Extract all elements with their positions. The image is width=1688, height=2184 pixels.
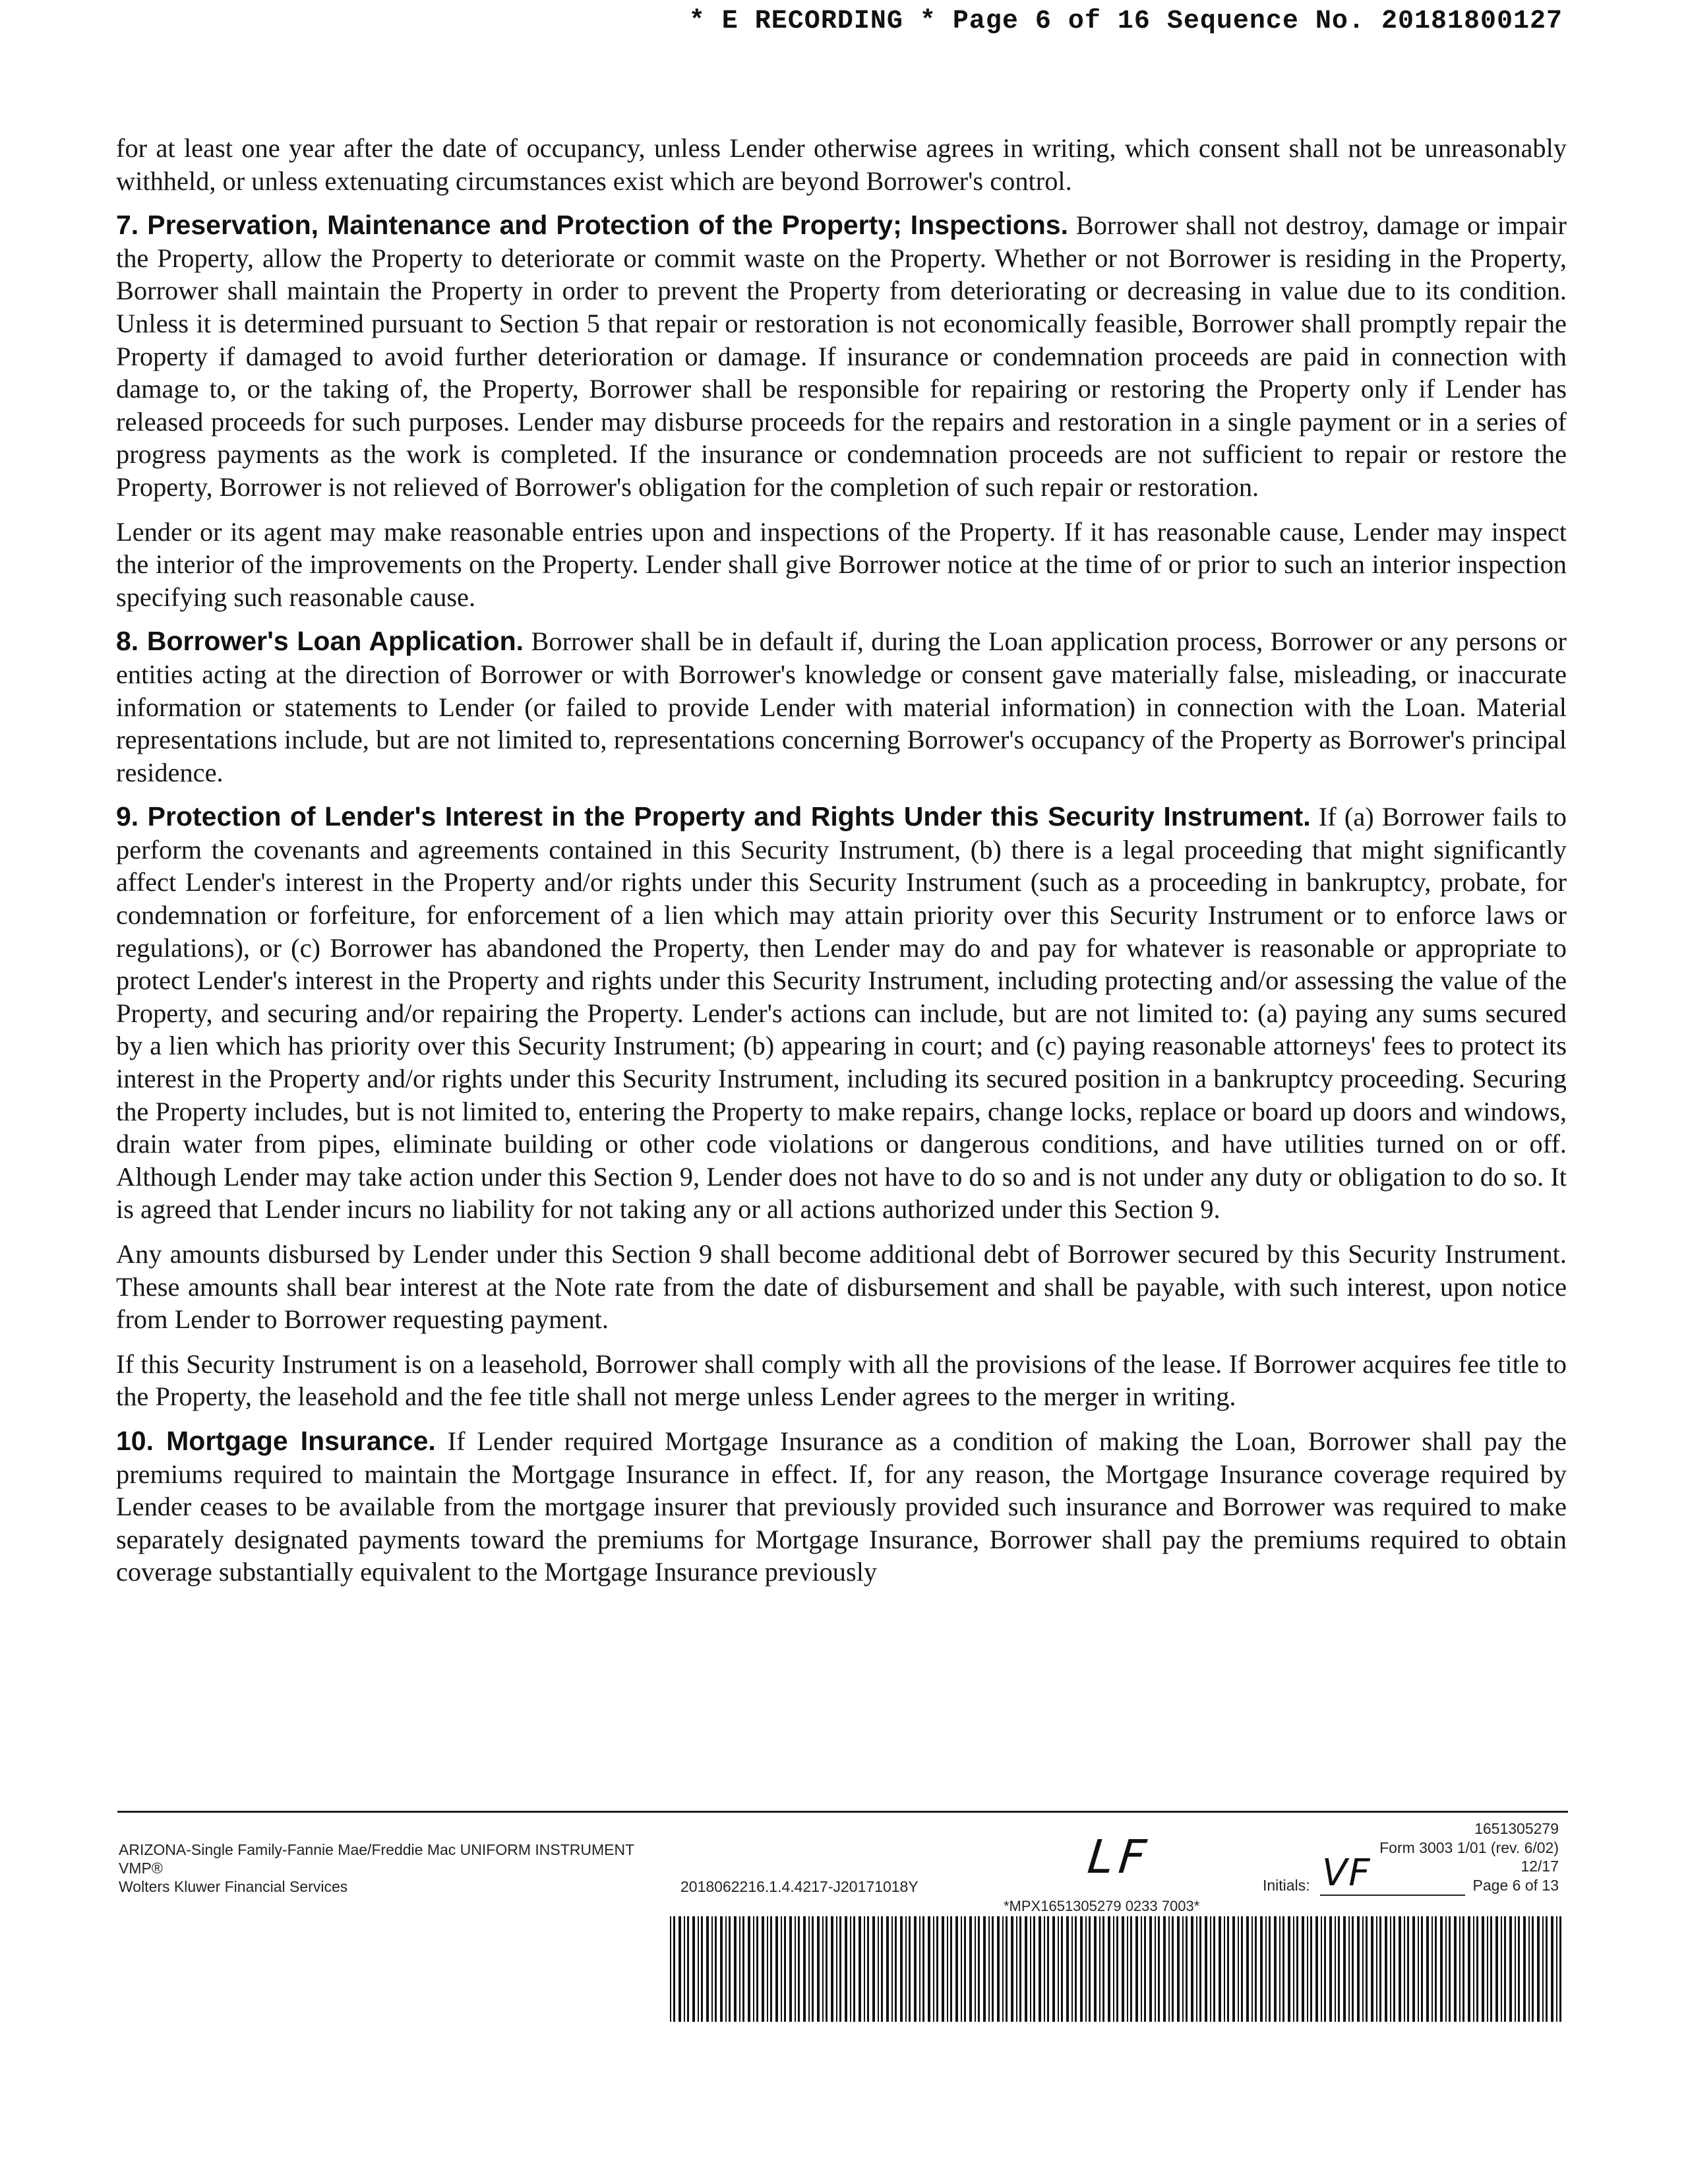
barcode-bar: [1473, 1916, 1474, 2022]
barcode-bar: [1033, 1916, 1035, 2022]
barcode-bar: [1025, 1916, 1027, 2022]
barcode-bar: [1163, 1916, 1166, 2022]
barcode-bar: [1210, 1916, 1211, 2022]
barcode-bar: [975, 1916, 976, 2022]
barcode-bar: [1518, 1916, 1520, 2022]
barcode-bar: [978, 1916, 980, 2022]
barcode-bar: [1232, 1916, 1235, 2022]
footer-doc-code: 2018062216.1.4.4217-J20171018Y: [680, 1878, 919, 1895]
barcode-bar: [1487, 1916, 1488, 2022]
barcode-bar: [1116, 1916, 1118, 2022]
footer-publisher: Wolters Kluwer Financial Services: [119, 1878, 348, 1895]
barcode-bar: [670, 1916, 671, 2022]
section-9-text: If (a) Borrower fails to perform the covenants and agreements contained in this Security Instrument, (b) there is a legal proceeding that might significantly affect Lender's interest in the Property and/or rights under this Security Instrument (such as a proceeding in bankruptcy, probate, for condemnation or forfeiture, for enforcement of a lien which may attain priority over this Security Instrument or to enforce laws or regulations), or (c) Borrower has abandoned the Property, then Lender may do and pay for whatever is reasonable or appropriate to protect Lender's interest in the Property and rights under this Security Instrument, including protecting and/or assessing the value of the Property, and securing and/or repairing the Property. Lender's actions can include, but are not limited to: (a) paying any sums secured by a lien which has priority over this Security Instrument; (b) appearing in court; and (c) paying reasonable attorneys' fees to protect its interest in the Property and/or rights under this Security Instrument, including its secured position in a bankruptcy proceeding. Securing the Property includes, but is not limited to, entering the Property to make repairs, change locks, replace or board up doors and windows, drain water from pipes, eliminate building or other code violations or dangerous conditions, and have utilities turned on or off. Although Lender may take action under this Section 9, Lender does not have to do so and is not under any duty or obligation to do so. It is agreed that Lender incurs no liability for not taking any or all actions authorized under this Section 9.: [116, 802, 1567, 1225]
barcode-bar: [895, 1916, 897, 2022]
barcode-bar: [701, 1916, 703, 2022]
barcode-bar: [1102, 1916, 1104, 2022]
barcode-bar: [1246, 1916, 1249, 2022]
section-7: [116, 209, 1567, 503]
barcode-bar: [725, 1916, 727, 2022]
barcode-bar: [739, 1916, 740, 2022]
barcode-bar: [775, 1916, 778, 2022]
barcode-bar: [997, 1916, 1000, 2022]
footer-instrument: ARIZONA-Single Family-Fannie Mae/Freddie Mac UNIFORM INSTRUMENT: [119, 1841, 635, 1858]
barcode-bar: [1426, 1916, 1429, 2022]
barcode-bar: [817, 1916, 820, 2022]
handwritten-initials-lf: LF: [1085, 1830, 1154, 1884]
paragraph-occupancy-continued: for at least one year after the date of occupancy, unless Lender otherwise agrees in writing, which consent shall not be unreasonably withheld, or unless extenuating circumstances exist which are beyond Borrower's control.: [116, 133, 1567, 196]
barcode-bar: [1241, 1916, 1243, 2022]
barcode-bar: [1296, 1916, 1298, 2022]
barcode-bar: [822, 1916, 824, 2022]
barcode-bar: [770, 1916, 772, 2022]
barcode-bar: [826, 1916, 828, 2022]
barcode-bar: [692, 1916, 695, 2022]
barcode-bar: [808, 1916, 810, 2022]
barcode-bar: [803, 1916, 806, 2022]
barcode-bar: [992, 1916, 994, 2022]
barcode-bar: [1338, 1916, 1340, 2022]
barcode-bar: [1390, 1916, 1391, 2022]
barcode-bar: [1127, 1916, 1128, 2022]
barcode-bar: [1307, 1916, 1308, 2022]
barcode-bar: [753, 1916, 754, 2022]
footer-initials-label: Initials:: [1263, 1877, 1310, 1894]
barcode-bar: [864, 1916, 865, 2022]
barcode-bar: [1482, 1916, 1484, 2022]
barcode-bar: [1039, 1916, 1041, 2022]
barcode-bar: [1523, 1916, 1526, 2022]
barcode-bar: [881, 1916, 883, 2022]
barcode-bar: [1191, 1916, 1193, 2022]
handwritten-initials-vf: VF: [1322, 1852, 1372, 1895]
section-7-heading: 7. Preservation, Maintenance and Protection of the Property; Inspections.: [116, 210, 1068, 241]
barcode-bar: [1058, 1916, 1059, 2022]
barcode-bar: [1251, 1916, 1253, 2022]
barcode-bar: [798, 1916, 800, 2022]
barcode-bar: [1224, 1916, 1225, 2022]
barcode-bar: [767, 1916, 768, 2022]
barcode-bar: [1255, 1916, 1257, 2022]
barcode-bar: [1515, 1916, 1516, 2022]
barcode-bar: [1418, 1916, 1419, 2022]
barcode-bar: [789, 1916, 792, 2022]
barcode-bar: [1099, 1916, 1100, 2022]
barcode-bar: [988, 1916, 990, 2022]
barcode-bar: [1435, 1916, 1437, 2022]
barcode-bar: [1080, 1916, 1083, 2022]
barcode-bar: [969, 1916, 972, 2022]
barcode-bar: [1016, 1916, 1017, 2022]
section-10-text: If Lender required Mortgage Insurance as a condition of making the Loan, Borrower shall pay the premiums required to maintain the Mortgage Insurance in effect. If, for any reason, the Mortgage Insurance coverage required by Lender ceases to be available from the mortgage insurer that previously provided such insurance and Borrower was required to make separately designated payments toward the premiums for Mortgage Insurance, Borrower shall pay the premiums required to obtain coverage substantially equivalent to the Mortgage Insurance previously: [116, 1426, 1567, 1587]
barcode-bar: [1144, 1916, 1146, 2022]
barcode-bar: [1168, 1916, 1170, 2022]
barcode-bar: [1130, 1916, 1132, 2022]
barcode-bar: [1196, 1916, 1197, 2022]
footer-loan-number: 1651305279: [1474, 1820, 1559, 1837]
barcode-bar: [1329, 1916, 1332, 2022]
barcode-bar: [1089, 1916, 1091, 2022]
barcode-bar: [1315, 1916, 1318, 2022]
barcode-bar: [812, 1916, 814, 2022]
barcode-bar: [1324, 1916, 1326, 2022]
barcode-bar: [1357, 1916, 1360, 2022]
barcode-bar: [961, 1916, 962, 2022]
barcode-bar: [1186, 1916, 1188, 2022]
barcode-bar: [1532, 1916, 1534, 2022]
barcode-bar: [1085, 1916, 1087, 2022]
barcode-bar: [1393, 1916, 1395, 2022]
barcode-bar: [914, 1916, 917, 2022]
barcode-bar: [1348, 1916, 1350, 2022]
barcode-bar: [729, 1916, 731, 2022]
initials-line: [1320, 1895, 1465, 1896]
barcode-bar: [942, 1916, 944, 2022]
section-9-leasehold: If this Security Instrument is on a leasehold, Borrower shall comply with all the provisions of the lease. If Borrower acquires fee title to the Property, the leasehold and the fee title shall not merge unless Lender agrees to the merger in writing.: [116, 1349, 1567, 1412]
barcode-bar: [845, 1916, 847, 2022]
barcode-bar: [1182, 1916, 1184, 2022]
barcode-bar: [928, 1916, 930, 2022]
barcode-bar: [1445, 1916, 1447, 2022]
barcode-bar: [1454, 1916, 1457, 2022]
barcode: [670, 1916, 1561, 2022]
barcode-bar: [1279, 1916, 1281, 2022]
barcode-bar: [1011, 1916, 1013, 2022]
barcode-bar: [1265, 1916, 1267, 2022]
barcode-bar: [684, 1916, 685, 2022]
barcode-bar: [1075, 1916, 1077, 2022]
barcode-bar: [1282, 1916, 1284, 2022]
section-10-heading: 10. Mortgage Insurance.: [116, 1425, 436, 1456]
barcode-bar: [1066, 1916, 1069, 2022]
barcode-bar: [1269, 1916, 1271, 2022]
barcode-bar: [1362, 1916, 1364, 2022]
barcode-bar: [1501, 1916, 1502, 2022]
barcode-bar: [784, 1916, 786, 2022]
barcode-bar: [1343, 1916, 1346, 2022]
barcode-bar: [734, 1916, 737, 2022]
barcode-bar: [1399, 1916, 1401, 2022]
barcode-bar: [1468, 1916, 1470, 2022]
barcode-bar: [781, 1916, 782, 2022]
barcode-bar: [936, 1916, 938, 2022]
barcode-bar: [1421, 1916, 1423, 2022]
barcode-bar: [983, 1916, 986, 2022]
barcode-bar: [742, 1916, 744, 2022]
barcode-bar: [1108, 1916, 1110, 2022]
barcode-bar: [1113, 1916, 1114, 2022]
barcode-bar: [795, 1916, 796, 2022]
footer-divider: [117, 1811, 1568, 1813]
barcode-bar: [891, 1916, 893, 2022]
barcode-bar: [1556, 1916, 1557, 2022]
section-9: [116, 801, 1567, 1226]
barcode-label: *MPX1651305279 0233 7003*: [1004, 1898, 1200, 1914]
recording-header: * E RECORDING * Page 6 of 16 Sequence No. 20181800127: [688, 7, 1563, 36]
barcode-bar: [1495, 1916, 1498, 2022]
barcode-bar: [1227, 1916, 1229, 2022]
barcode-bar: [905, 1916, 907, 2022]
barcode-bar: [1094, 1916, 1097, 2022]
section-8: [116, 625, 1567, 789]
barcode-bar: [1462, 1916, 1464, 2022]
barcode-bar: [720, 1916, 723, 2022]
barcode-bar: [839, 1916, 841, 2022]
barcode-bar: [1528, 1916, 1530, 2022]
barcode-bar: [1122, 1916, 1124, 2022]
barcode-bar: [850, 1916, 851, 2022]
barcode-bar: [1449, 1916, 1451, 2022]
barcode-bar: [1006, 1916, 1008, 2022]
barcode-bar: [1141, 1916, 1142, 2022]
section-7-text: Borrower shall not destroy, damage or impair the Property, allow the Property to deteriorate or commit waste on the Property. Whether or not Borrower is residing in the Property, Borrower shall maintain the Property in order to prevent the Property from deteriorating or decreasing in value due to its condition. Unless it is determined pursuant to Section 5 that repair or restoration is not economically feasible, Borrower shall promptly repair the Property if damaged to avoid further deterioration or damage. If insurance or condemnation proceeds are paid in connection with damage to, or the taking of, the Property, Borrower shall be responsible for repairing or restoring the Property only if Lender has released proceeds for such purposes. Lender may disburse proceeds for the repairs and restoration in a single payment or in a series of progress payments as the work is completed. If the insurance or condemnation proceeds are not sufficient to repair or restore the Property, Borrower is not relieved of Borrower's obligation for the completion of such repair or restoration.: [116, 210, 1567, 502]
barcode-bar: [1044, 1916, 1045, 2022]
barcode-bar: [909, 1916, 911, 2022]
barcode-bar: [715, 1916, 717, 2022]
barcode-bar: [748, 1916, 750, 2022]
barcode-bar: [1047, 1916, 1049, 2022]
barcode-bar: [1302, 1916, 1304, 2022]
section-9-heading: 9. Protection of Lender's Interest in the Property and Rights Under this Security Instrument.: [116, 801, 1311, 832]
barcode-bar: [706, 1916, 709, 2022]
barcode-bar: [1321, 1916, 1322, 2022]
barcode-bar: [853, 1916, 855, 2022]
barcode-bar: [878, 1916, 879, 2022]
barcode-bar: [1172, 1916, 1174, 2022]
barcode-bar: [1288, 1916, 1290, 2022]
footer-form: Form 3003 1/01 (rev. 6/02): [1379, 1839, 1559, 1856]
barcode-bar: [1371, 1916, 1373, 2022]
barcode-bar: [922, 1916, 924, 2022]
barcode-bar: [1158, 1916, 1160, 2022]
section-10: [116, 1425, 1567, 1589]
barcode-bar: [762, 1916, 764, 2022]
barcode-bar: [1052, 1916, 1055, 2022]
barcode-bar: [919, 1916, 920, 2022]
section-8-heading: 8. Borrower's Loan Application.: [116, 626, 524, 657]
barcode-bar: [1509, 1916, 1512, 2022]
document-body: [116, 132, 1567, 1600]
barcode-bar: [673, 1916, 675, 2022]
barcode-bar: [831, 1916, 833, 2022]
barcode-bar: [1030, 1916, 1031, 2022]
barcode-bar: [886, 1916, 889, 2022]
section-9-disbursements: Any amounts disbursed by Lender under this Section 9 shall become additional debt of Borrower secured by this Security Instrument. These amounts shall bear interest at the Note rate from the date of disbursement and shall be payable, with such interest, upon notice from Lender to Borrower requesting payment.: [116, 1239, 1567, 1335]
barcode-bar: [1432, 1916, 1433, 2022]
barcode-bar: [859, 1916, 861, 2022]
barcode-bar: [687, 1916, 689, 2022]
barcode-bar: [867, 1916, 869, 2022]
footer-revision-date: 12/17: [1521, 1858, 1559, 1875]
barcode-bar: [1238, 1916, 1239, 2022]
barcode-bar: [1019, 1916, 1021, 2022]
barcode-bar: [1335, 1916, 1336, 2022]
barcode-bar: [1061, 1916, 1063, 2022]
barcode-bar: [1546, 1916, 1548, 2022]
barcode-bar: [1149, 1916, 1152, 2022]
barcode-bar: [1293, 1916, 1294, 2022]
barcode-bar: [1213, 1916, 1215, 2022]
barcode-bar: [1260, 1916, 1263, 2022]
barcode-bar: [1274, 1916, 1277, 2022]
footer-page-number: Page 6 of 13: [1472, 1877, 1559, 1894]
section-8-text: Borrower shall be in default if, during the Loan application process, Borrower or any persons or entities acting at the direction of Borrower or with Borrower's knowledge or consent gave materially false, misleading, or inaccurate information or statements to Lender (or failed to provide Lender with material information) in connection with the Loan. Material representations include, but are not limited to, representations concerning Borrower's occupancy of the Property as Borrower's principal residence.: [116, 626, 1567, 787]
barcode-bar: [756, 1916, 758, 2022]
barcode-bar: [1310, 1916, 1312, 2022]
barcode-bar: [1155, 1916, 1156, 2022]
barcode-bar: [964, 1916, 966, 2022]
barcode-bar: [698, 1916, 699, 2022]
barcode-bar: [900, 1916, 903, 2022]
barcode-bar: [1385, 1916, 1387, 2022]
barcode-bar: [1366, 1916, 1368, 2022]
barcode-bar: [1537, 1916, 1540, 2022]
barcode-bar: [1542, 1916, 1544, 2022]
barcode-bar: [955, 1916, 958, 2022]
barcode-bar: [1002, 1916, 1004, 2022]
barcode-bar: [1135, 1916, 1138, 2022]
barcode-bar: [1504, 1916, 1506, 2022]
barcode-bar: [872, 1916, 875, 2022]
barcode-bar: [1199, 1916, 1201, 2022]
barcode-bar: [1412, 1916, 1415, 2022]
barcode-bar: [1551, 1916, 1553, 2022]
barcode-bar: [1490, 1916, 1492, 2022]
barcode-bar: [947, 1916, 948, 2022]
barcode-bar: [1177, 1916, 1180, 2022]
barcode-bar: [678, 1916, 681, 2022]
section-7-inspections: Lender or its agent may make reasonable entries upon and inspections of the Property. If it has reasonable cause, Lender may inspect the interior of the improvements on the Property. Lender shall give Borrower notice at the time of or prior to such an interior inspection specifying such reasonable cause.: [116, 516, 1567, 612]
barcode-bar: [1352, 1916, 1354, 2022]
footer-vmp: VMP®: [119, 1860, 163, 1877]
barcode-bar: [1459, 1916, 1461, 2022]
barcode-bar: [1404, 1916, 1405, 2022]
barcode-bar: [1559, 1916, 1561, 2022]
barcode-bar: [1205, 1916, 1207, 2022]
barcode-bar: [1407, 1916, 1409, 2022]
barcode-bar: [1071, 1916, 1073, 2022]
barcode-bar: [1219, 1916, 1221, 2022]
barcode-bar: [836, 1916, 837, 2022]
barcode-bar: [1376, 1916, 1377, 2022]
barcode-bar: [1379, 1916, 1381, 2022]
barcode-bar: [950, 1916, 952, 2022]
barcode-bar: [933, 1916, 934, 2022]
barcode-bar: [1440, 1916, 1443, 2022]
barcode-bar: [1476, 1916, 1478, 2022]
barcode-bar: [711, 1916, 713, 2022]
